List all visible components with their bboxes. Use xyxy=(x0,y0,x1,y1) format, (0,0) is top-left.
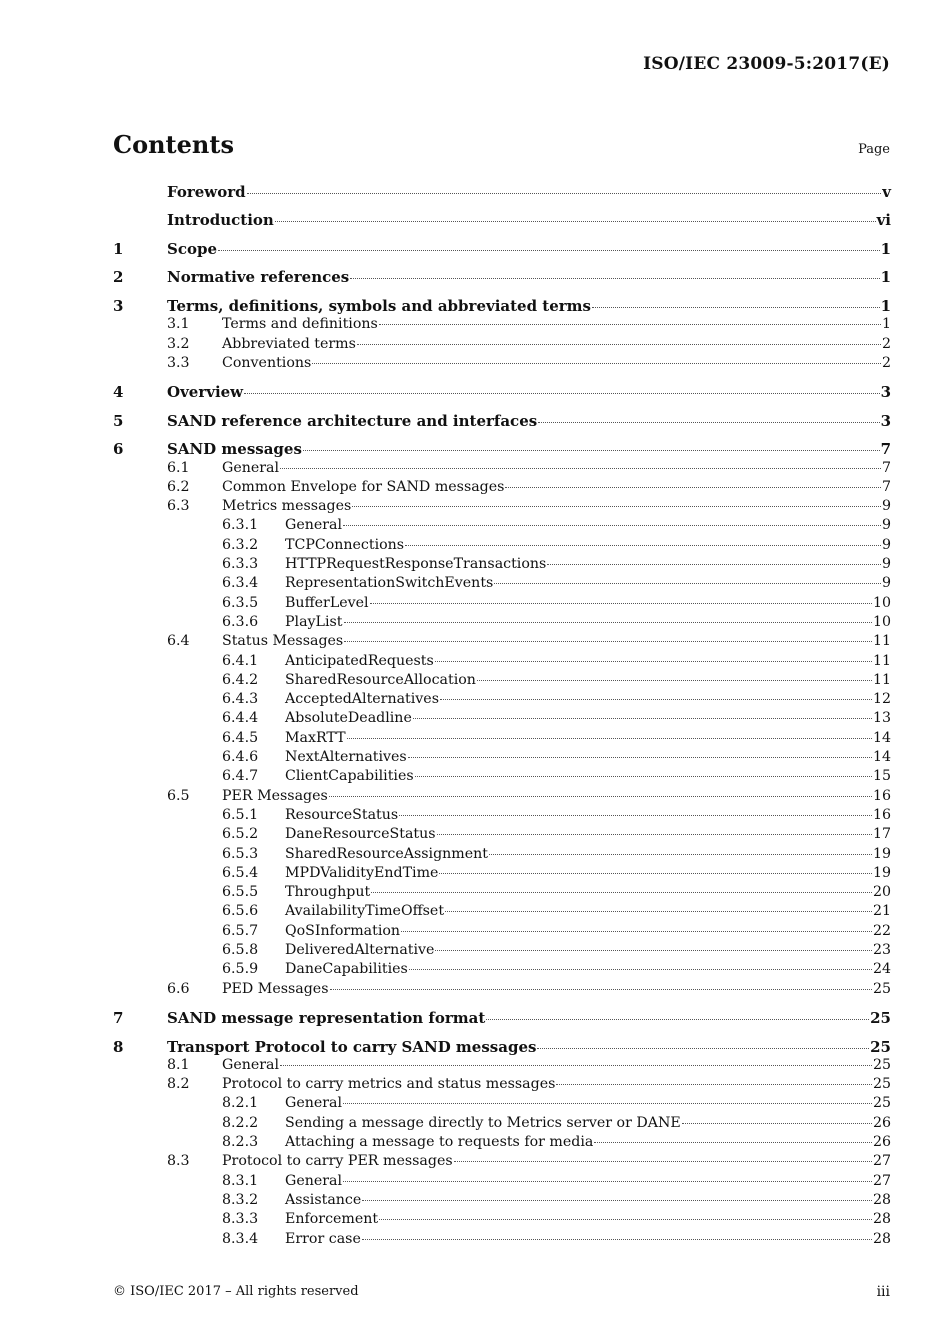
toc-entry-page[interactable]: 7 xyxy=(881,459,891,476)
toc-entry-title[interactable]: Conventions xyxy=(222,354,312,371)
toc-entry-number: 6.3.5 xyxy=(222,594,259,611)
toc-entry-number: 6.4.2 xyxy=(222,671,259,688)
toc-entry-page[interactable]: 25 xyxy=(872,1076,891,1093)
dot-leader xyxy=(439,872,872,874)
dot-leader xyxy=(440,698,872,700)
toc-entry-page[interactable]: 25 xyxy=(872,1056,891,1073)
toc-entry-page[interactable]: 9 xyxy=(881,575,891,592)
toc-entry[interactable] xyxy=(113,316,891,335)
toc-entry[interactable] xyxy=(113,498,891,517)
toc-entry[interactable] xyxy=(113,460,891,479)
dot-leader xyxy=(454,1160,872,1162)
toc-entry-page[interactable]: 19 xyxy=(872,845,891,862)
toc-entry[interactable] xyxy=(113,479,891,498)
toc-entry-title[interactable]: Status Messages xyxy=(222,633,344,650)
toc-entry[interactable] xyxy=(113,355,891,374)
toc-entry-page[interactable]: 9 xyxy=(881,517,891,534)
toc-entry[interactable] xyxy=(113,1153,891,1172)
dot-leader xyxy=(280,1064,872,1066)
toc-entry-page[interactable]: 21 xyxy=(872,903,891,920)
dot-leader xyxy=(362,1238,872,1240)
toc-entry-page[interactable]: 9 xyxy=(881,536,891,553)
toc-entry[interactable] xyxy=(113,537,891,556)
toc-entry[interactable] xyxy=(113,1115,891,1134)
dot-leader xyxy=(415,775,872,777)
toc-entry-page[interactable]: 17 xyxy=(872,826,891,843)
toc-entry-page[interactable]: 27 xyxy=(872,1153,891,1170)
toc-entry-title[interactable]: ResourceStatus xyxy=(285,806,399,823)
toc-entry-title[interactable]: General xyxy=(285,517,343,534)
toc-entry[interactable] xyxy=(113,1192,891,1211)
toc-entry-title[interactable]: Metrics messages xyxy=(222,498,352,515)
toc-entry[interactable] xyxy=(113,575,891,594)
toc-entry-title[interactable]: AvailabilityTimeOffset xyxy=(285,903,445,920)
dot-leader xyxy=(408,756,872,758)
toc-entry-page[interactable]: 28 xyxy=(872,1230,891,1247)
toc-entry-page[interactable]: 1 xyxy=(880,239,891,258)
dot-leader xyxy=(401,930,872,932)
dot-leader xyxy=(312,362,881,364)
toc-entry-page[interactable]: 3 xyxy=(880,383,891,402)
toc-entry-number: 6.6 xyxy=(167,980,190,997)
toc-entry-title[interactable]: MaxRTT xyxy=(285,729,346,746)
toc-entry-number: 6.3.4 xyxy=(222,575,259,592)
toc-entry-number: 6.5.4 xyxy=(222,864,259,881)
toc-entry[interactable] xyxy=(113,614,891,633)
toc-entry-page[interactable]: 28 xyxy=(872,1191,891,1208)
dot-leader xyxy=(594,1141,872,1143)
document-id: ISO/IEC 23009-5:2017(E) xyxy=(643,54,890,74)
toc-entry-number: 6.2 xyxy=(167,478,190,495)
toc-entry-page[interactable]: 25 xyxy=(872,1095,891,1112)
toc-entry-number: 6.5.7 xyxy=(222,922,259,939)
toc-entry-title[interactable]: QoSInformation xyxy=(285,922,401,939)
toc-entry-title[interactable]: Sending a message directly to Metrics server or DANE xyxy=(285,1114,681,1131)
toc-entry-page[interactable]: 20 xyxy=(872,884,891,901)
toc-entry-number: 6.4.1 xyxy=(222,652,259,669)
toc-entry-title[interactable]: General xyxy=(285,1095,343,1112)
toc-entry-number: 6.5.2 xyxy=(222,826,259,843)
toc-entry[interactable] xyxy=(113,211,891,230)
toc-entry-number: 6.3.2 xyxy=(222,536,259,553)
toc-entry[interactable] xyxy=(113,807,891,826)
toc-entry[interactable] xyxy=(113,1076,891,1095)
toc-entry[interactable] xyxy=(113,710,891,729)
toc-entry-title[interactable]: Normative references xyxy=(167,268,350,287)
toc-entry-page[interactable]: v xyxy=(882,183,891,201)
dot-leader xyxy=(344,640,872,642)
toc-entry-number: 8 xyxy=(113,1037,124,1056)
toc-entry[interactable] xyxy=(113,595,891,614)
toc-entry-number: 2 xyxy=(113,268,124,287)
toc-entry-number: 6.5.1 xyxy=(222,806,259,823)
dot-leader xyxy=(280,467,881,469)
toc-entry-number: 8.2.1 xyxy=(222,1095,259,1112)
toc-entry-title[interactable]: ClientCapabilities xyxy=(285,768,414,785)
toc-entry-page[interactable]: 28 xyxy=(872,1211,891,1228)
toc-entry[interactable] xyxy=(113,517,891,536)
toc-entry[interactable] xyxy=(113,942,891,961)
toc-entry-page[interactable]: 16 xyxy=(872,806,891,823)
toc-entry-page[interactable]: 1 xyxy=(880,268,891,287)
toc-entry-number: 8.1 xyxy=(167,1056,190,1073)
dot-leader xyxy=(409,968,872,970)
toc-entry-number: 6.4.3 xyxy=(222,691,259,708)
toc-entry[interactable] xyxy=(113,183,891,202)
toc-entry-page[interactable]: 23 xyxy=(872,942,891,958)
dot-leader xyxy=(505,486,881,488)
toc-entry[interactable] xyxy=(113,768,891,787)
toc-entry[interactable] xyxy=(113,297,891,316)
dot-leader xyxy=(343,524,881,526)
toc-entry-title[interactable]: SharedResourceAllocation xyxy=(285,671,476,688)
toc-entry-title[interactable]: DeliveredAlternative xyxy=(285,942,435,958)
dot-leader xyxy=(445,910,872,912)
dot-leader xyxy=(218,249,880,251)
toc-entry[interactable] xyxy=(113,1211,891,1230)
toc-entry-number: 6.4.4 xyxy=(222,710,259,727)
toc-entry-page[interactable]: 26 xyxy=(872,1134,891,1151)
toc-entry-number: 8.3.1 xyxy=(222,1172,259,1189)
dot-leader xyxy=(379,323,881,325)
toc-entry-page[interactable]: 1 xyxy=(881,316,891,333)
toc-entry-page[interactable]: 14 xyxy=(872,729,891,746)
toc-entry-number: 6.5 xyxy=(167,787,190,804)
dot-leader xyxy=(350,277,879,279)
toc-entry-page[interactable]: 19 xyxy=(872,864,891,881)
toc-entry[interactable] xyxy=(113,961,891,980)
dot-leader xyxy=(477,679,872,681)
dot-leader xyxy=(379,1218,872,1220)
toc-entry-title[interactable]: HTTPRequestResponseTransactions xyxy=(285,556,547,573)
toc-entry-title[interactable]: DaneCapabilities xyxy=(285,961,408,978)
toc-entry[interactable] xyxy=(113,336,891,355)
toc-entry-number: 1 xyxy=(113,239,124,258)
toc-entry-number: 8.2.2 xyxy=(222,1114,259,1131)
toc-entry-title[interactable]: Overview xyxy=(167,383,244,402)
dot-leader xyxy=(435,660,872,662)
dot-leader xyxy=(538,421,879,423)
toc-entry-page[interactable]: 11 xyxy=(872,671,891,688)
table-of-contents xyxy=(113,183,891,1250)
copyright-notice: © ISO/IEC 2017 – All rights reserved xyxy=(113,1284,359,1299)
toc-entry-title[interactable]: AnticipatedRequests xyxy=(285,652,434,669)
toc-entry-title[interactable]: Abbreviated terms xyxy=(222,335,356,352)
dot-leader xyxy=(362,1199,872,1201)
toc-entry-title[interactable]: RepresentationSwitchEvents xyxy=(285,575,494,592)
toc-entry[interactable] xyxy=(113,1057,891,1076)
toc-entry[interactable] xyxy=(113,826,891,845)
toc-entry[interactable] xyxy=(113,240,891,259)
toc-entry[interactable] xyxy=(113,1038,891,1057)
toc-entry-number: 3.1 xyxy=(167,316,190,333)
toc-entry[interactable] xyxy=(113,846,891,865)
toc-entry-title[interactable]: General xyxy=(222,1056,280,1073)
toc-entry-number: 6.5.3 xyxy=(222,845,259,862)
toc-entry[interactable] xyxy=(113,672,891,691)
page-number: iii xyxy=(876,1284,890,1300)
toc-entry-number: 8.3.4 xyxy=(222,1230,259,1247)
toc-entry-title[interactable]: Enforcement xyxy=(285,1211,379,1228)
toc-entry-number: 6.3.3 xyxy=(222,556,259,573)
toc-entry-page[interactable]: 22 xyxy=(872,922,891,939)
toc-entry-number: 6.3.1 xyxy=(222,517,259,534)
toc-entry-page[interactable]: 27 xyxy=(872,1172,891,1189)
toc-entry-number: 6.4.6 xyxy=(222,749,259,766)
dot-leader xyxy=(547,563,881,565)
dot-leader xyxy=(352,505,881,507)
toc-entry[interactable] xyxy=(113,440,891,459)
dot-leader xyxy=(303,449,880,451)
toc-entry-number: 6.4 xyxy=(167,633,190,650)
toc-entry-title[interactable]: Error case xyxy=(285,1230,361,1247)
page-column-label: Page xyxy=(858,142,890,157)
toc-entry-title[interactable]: Terms, definitions, symbols and abbreviated terms xyxy=(167,296,591,315)
toc-entry-title[interactable]: Throughput xyxy=(285,884,371,901)
toc-entry-title[interactable]: PER Messages xyxy=(222,787,328,804)
toc-entry-page[interactable]: 7 xyxy=(881,478,891,495)
toc-entry-title[interactable]: Terms and definitions xyxy=(222,316,378,333)
toc-entry-title[interactable]: PlayList xyxy=(285,613,343,630)
toc-entry-title[interactable]: Common Envelope for SAND messages xyxy=(222,478,505,495)
toc-entry-title[interactable]: AbsoluteDeadline xyxy=(285,710,412,727)
toc-entry[interactable] xyxy=(113,1173,891,1192)
toc-entry-page[interactable]: 26 xyxy=(872,1114,891,1131)
toc-entry-number: 4 xyxy=(113,383,124,402)
toc-entry-page[interactable]: vi xyxy=(876,211,891,230)
toc-entry[interactable] xyxy=(113,1231,891,1250)
dot-leader xyxy=(275,220,876,222)
dot-leader xyxy=(344,621,872,623)
toc-entry-page[interactable]: 1 xyxy=(880,296,891,315)
dot-leader xyxy=(371,891,872,893)
toc-entry[interactable] xyxy=(113,884,891,903)
toc-entry-number: 6.5.5 xyxy=(222,884,259,901)
toc-entry-number: 8.3.3 xyxy=(222,1211,259,1228)
toc-entry-number: 6.4.5 xyxy=(222,729,259,746)
toc-entry-number: 6.3.6 xyxy=(222,613,259,630)
toc-entry-title[interactable]: Scope xyxy=(167,239,218,258)
toc-entry-number: 6.5.8 xyxy=(222,942,259,958)
toc-entry-title[interactable]: Transport Protocol to carry SAND messages xyxy=(167,1037,537,1056)
toc-entry-page[interactable]: 25 xyxy=(872,980,891,997)
dot-leader xyxy=(682,1122,872,1124)
toc-entry[interactable] xyxy=(113,412,891,431)
toc-entry-title[interactable]: SAND messages xyxy=(167,440,302,459)
toc-entry-number: 6.4.7 xyxy=(222,768,259,785)
toc-entry-number: 8.3.2 xyxy=(222,1191,259,1208)
toc-entry-title[interactable]: Foreword xyxy=(167,183,246,201)
toc-entry-page[interactable]: 11 xyxy=(872,633,891,650)
toc-entry-page[interactable]: 25 xyxy=(870,1037,891,1056)
dot-leader xyxy=(486,1018,869,1020)
toc-entry[interactable] xyxy=(113,903,891,922)
dot-leader xyxy=(489,853,872,855)
toc-entry-title[interactable]: General xyxy=(222,459,280,476)
dot-leader xyxy=(347,737,872,739)
toc-entry-title[interactable]: Attaching a message to requests for media xyxy=(285,1134,594,1151)
dot-leader xyxy=(556,1083,872,1085)
toc-entry-page[interactable]: 2 xyxy=(881,335,891,352)
toc-entry[interactable] xyxy=(113,1009,891,1028)
toc-entry-number: 7 xyxy=(113,1009,124,1028)
toc-entry-number: 3.2 xyxy=(167,335,190,352)
toc-entry-title[interactable]: Introduction xyxy=(167,211,274,230)
toc-entry-title[interactable]: PED Messages xyxy=(222,980,329,997)
toc-entry-number: 8.2.3 xyxy=(222,1134,259,1151)
toc-entry-number: 6.3 xyxy=(167,498,190,515)
toc-entry-page[interactable]: 24 xyxy=(872,961,891,978)
toc-entry-page[interactable]: 2 xyxy=(881,354,891,371)
toc-entry-page[interactable]: 16 xyxy=(872,787,891,804)
toc-entry[interactable] xyxy=(113,865,891,884)
toc-entry-page[interactable]: 9 xyxy=(881,556,891,573)
dot-leader xyxy=(435,949,872,951)
toc-entry-page[interactable]: 7 xyxy=(880,440,891,459)
toc-entry-number: 5 xyxy=(113,411,124,430)
toc-entry-page[interactable]: 9 xyxy=(881,498,891,515)
toc-entry[interactable] xyxy=(113,691,891,710)
dot-leader xyxy=(537,1047,869,1049)
toc-entry-title[interactable]: SharedResourceAssignment xyxy=(285,845,488,862)
toc-entry-title[interactable]: Assistance xyxy=(285,1191,362,1208)
toc-entry[interactable] xyxy=(113,1134,891,1153)
toc-entry-number: 3 xyxy=(113,296,124,315)
toc-entry[interactable] xyxy=(113,653,891,672)
toc-entry-title[interactable]: DaneResourceStatus xyxy=(285,826,436,843)
toc-entry[interactable] xyxy=(113,788,891,807)
dot-leader xyxy=(247,192,882,194)
toc-entry-page[interactable]: 15 xyxy=(872,768,891,785)
toc-entry[interactable] xyxy=(113,730,891,749)
toc-entry-page[interactable]: 14 xyxy=(872,749,891,766)
toc-entry-title[interactable]: AcceptedAlternatives xyxy=(285,691,439,708)
toc-entry-title[interactable]: TCPConnections xyxy=(285,536,405,553)
toc-entry[interactable] xyxy=(113,923,891,942)
toc-entry-page[interactable]: 13 xyxy=(872,710,891,727)
toc-entry-number: 6 xyxy=(113,440,124,459)
toc-entry-title[interactable]: Protocol to carry metrics and status messages xyxy=(222,1076,556,1093)
dot-leader xyxy=(330,988,872,990)
dot-leader xyxy=(437,833,872,835)
dot-leader xyxy=(343,1102,872,1104)
dot-leader xyxy=(357,343,881,345)
toc-entry-page[interactable]: 12 xyxy=(872,691,891,708)
toc-entry-number: 8.3 xyxy=(167,1153,190,1170)
toc-entry-title[interactable]: SAND message representation format xyxy=(167,1009,486,1028)
dot-leader xyxy=(244,392,879,394)
dot-leader xyxy=(494,582,881,584)
dot-leader xyxy=(343,1180,872,1182)
dot-leader xyxy=(399,814,872,816)
dot-leader xyxy=(329,795,872,797)
dot-leader xyxy=(413,717,872,719)
toc-entry-number: 6.5.9 xyxy=(222,961,259,978)
toc-entry-title[interactable]: MPDValidityEndTime xyxy=(285,864,439,881)
page-title: Contents xyxy=(113,130,234,159)
dot-leader xyxy=(592,306,880,308)
toc-entry-number: 3.3 xyxy=(167,354,190,371)
toc-entry-number: 6.5.6 xyxy=(222,903,259,920)
toc-entry-title[interactable]: SAND reference architecture and interfaces xyxy=(167,411,538,430)
dot-leader xyxy=(405,544,881,546)
toc-entry-title[interactable]: BufferLevel xyxy=(285,594,369,611)
toc-entry[interactable] xyxy=(113,981,891,1000)
toc-entry[interactable] xyxy=(113,556,891,575)
toc-entry[interactable] xyxy=(113,383,891,402)
toc-entry[interactable] xyxy=(113,749,891,768)
toc-entry-title[interactable]: General xyxy=(285,1172,343,1189)
toc-entry[interactable] xyxy=(113,268,891,287)
toc-entry-title[interactable]: Protocol to carry PER messages xyxy=(222,1153,453,1170)
toc-entry-number: 8.2 xyxy=(167,1076,190,1093)
toc-entry-page[interactable]: 10 xyxy=(872,594,891,611)
toc-entry-page[interactable]: 10 xyxy=(872,613,891,630)
toc-entry-title[interactable]: NextAlternatives xyxy=(285,749,407,766)
toc-entry-page[interactable]: 3 xyxy=(880,411,891,430)
dot-leader xyxy=(370,602,872,604)
toc-entry[interactable] xyxy=(113,633,891,652)
toc-entry-page[interactable]: 11 xyxy=(872,652,891,669)
toc-entry[interactable] xyxy=(113,1095,891,1114)
toc-entry-number: 6.1 xyxy=(167,459,190,476)
toc-entry-page[interactable]: 25 xyxy=(870,1009,891,1028)
